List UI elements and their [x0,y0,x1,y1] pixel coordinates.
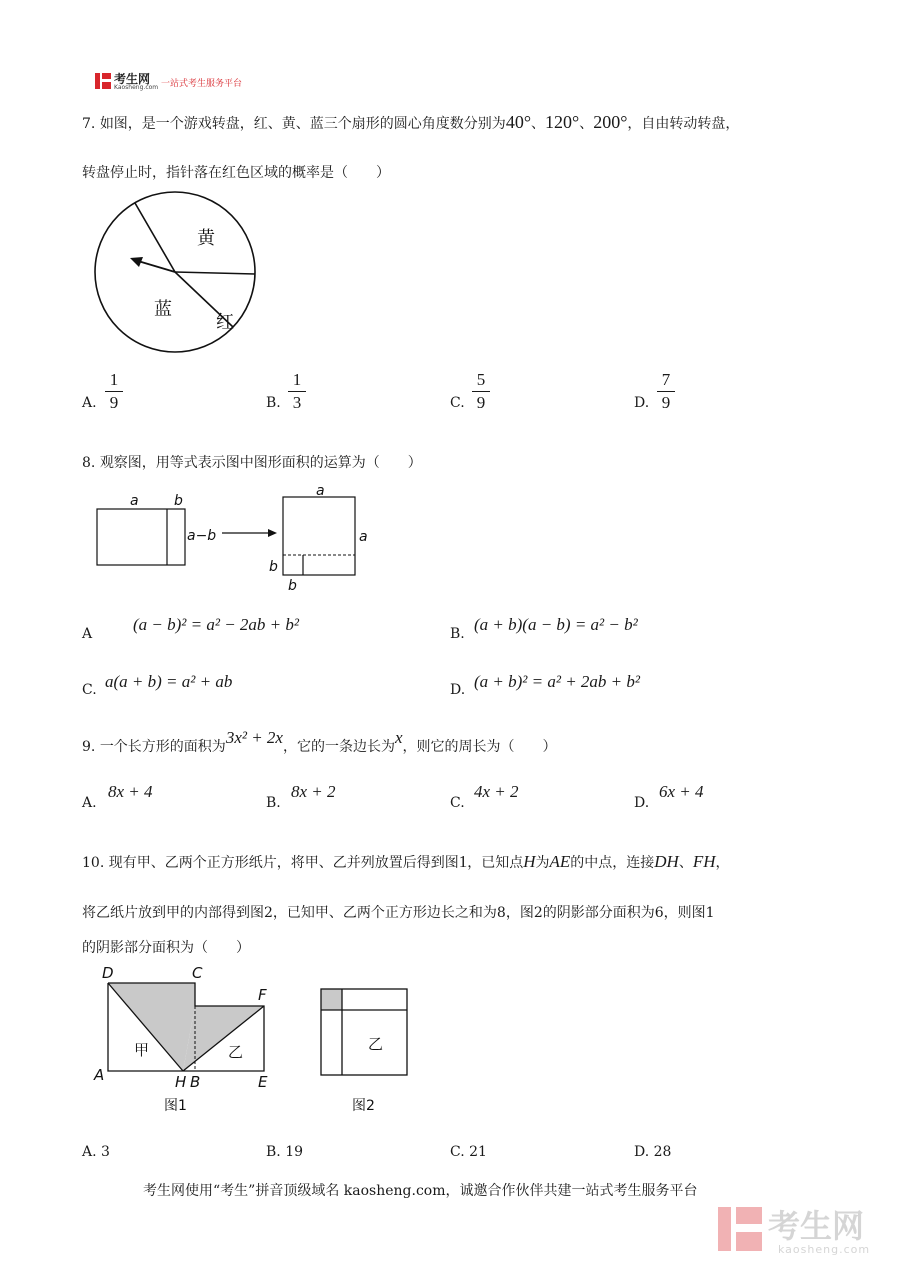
fig2-label-yi: 乙 [368,1035,384,1053]
q7-angle-2: 120° [545,112,580,132]
q10-option-d: D. 28 [634,1144,672,1160]
q8-option-d-label: D. [450,682,466,698]
q8-label-a-top: a [316,483,325,499]
q8-line [82,452,422,472]
watermark-icon [718,1207,762,1251]
fig1-label-jia: 甲 [134,1041,150,1059]
q8-label-b-side: b [269,559,278,575]
q7-text-b: ，自由转动转盘， [627,116,740,132]
q8-option-a-label: A [82,626,93,642]
q9-side-expr: x [394,728,403,747]
q10-option-c: C. 21 [450,1144,487,1160]
q7-option-a-fraction: 1 9 [105,370,123,413]
fig1-label-B: B [190,1073,201,1091]
q7-angle-3: 200° [593,112,628,132]
watermark-logo [718,1203,888,1259]
q10-line1: 10. 现有甲、乙两个正方形纸片，将甲、乙并列放置后得到图1，已知点H为AE的中点，连接DH、FH， [82,852,730,871]
q8-arrow-head [268,529,277,537]
q7-option-b-fraction: 1 3 [288,370,306,413]
q9-text-c: ，则它的周长为（ ） [402,739,557,755]
q9-line [82,728,557,756]
q10-option-a: A. 3 [82,1144,110,1160]
q8-option-a-formula: (a − b)² = a² − 2ab + b² [133,615,299,634]
q9-option-a-expr: 8x + 4 [108,782,153,801]
fig1-label-E: E [258,1073,268,1091]
q8-right-square [283,497,355,575]
logo-text: 考生网 [114,72,151,86]
fig1-caption: 图1 [164,1098,187,1114]
header-logo [95,72,265,94]
q9-area-expr: 3x² + 2x [225,728,283,747]
q7-option-c-label: C. [450,395,465,411]
fig2-shaded-square [321,989,342,1010]
q8-label-b-bottom: b [288,578,297,594]
q8-option-c-label: C. [82,682,97,698]
fig1-label-F: F [258,986,267,1004]
q8-label-a-right: a [359,529,368,545]
q7-option-b-label: B. [266,395,281,411]
q8-left-rect [97,509,185,565]
fig1-label-A: A [94,1066,105,1084]
watermark-text: 考生网 [768,1207,865,1245]
q8-option-b-formula: (a + b)(a − b) = a² − b² [474,615,638,634]
q9-text-b: ，它的一条边长为 [282,739,395,755]
header-slogan: 一站式考生服务平台 [161,79,243,89]
footer-text: 考生网使用“考生”拼音顶级域名 kaosheng.com，诚邀合作伙伴共建一站式考生服务平台 [143,1183,698,1199]
q9-option-c-expr: 4x + 2 [474,782,519,801]
logo-icon [95,73,111,89]
q9-text-a: 一个长方形的面积为 [99,739,226,755]
fig1-label-C: C [192,964,203,982]
q8-number: 8. [82,455,96,471]
q8-right-small-dashed [283,555,303,575]
sector-blue-label: 蓝 [154,299,172,320]
q9-option-c-label: C. [450,795,465,811]
sector-yellow-label: 黄 [197,228,215,249]
q10-line3: 的阴影部分面积为（ ） [82,940,250,956]
logo-sub: Kaosheng.com [114,84,159,91]
q9-option-b-label: B. [266,795,281,811]
q7-option-d-label: D. [634,395,650,411]
q8-option-b-label: B. [450,626,465,642]
spinner-divider-3 [175,272,255,274]
q7-angle-1: 40° [505,112,532,132]
q8-label-a-left: a [130,493,139,509]
q10-number: 10. [82,855,105,871]
q7-option-c-fraction: 5 9 [472,370,490,413]
q10-figure-1 [90,963,280,1118]
q10-figure-2 [315,983,415,1118]
q8-figure [92,482,382,597]
q7-number: 7. [82,116,96,132]
q8-text: 观察图，用等式表示图中图形面积的运算为（ ） [99,455,422,471]
q7-line1: 7. 如图，是一个游戏转盘，红、黄、蓝三个扇形的圆心角度数分别为40°、120°、200°，自由转动转盘， [82,112,740,132]
q7-line2: 转盘停止时，指针落在红色区域的概率是（ ） [82,165,390,181]
q7-spinner-figure [90,188,265,358]
fig1-shaded-left [108,983,195,1071]
q9-option-b-expr: 8x + 2 [291,782,336,801]
q10-line2: 将乙纸片放到甲的内部得到图2，已知甲、乙两个正方形边长之和为8，图2的阴影部分面积为6，则图1 [82,905,715,921]
q7-option-d-fraction: 7 9 [657,370,675,413]
q9-number: 9. [82,739,96,755]
q9-option-a-label: A. [82,795,97,811]
q9-option-d-label: D. [634,795,650,811]
sector-red-label: 红 [216,312,234,333]
fig2-caption: 图2 [352,1098,375,1114]
fig1-label-yi: 乙 [228,1043,244,1061]
q10-option-b: B. 19 [266,1144,304,1160]
q9-option-d-expr: 6x + 4 [659,782,704,801]
fig1-label-D: D [102,964,114,982]
fig1-label-H: H [175,1073,187,1091]
q8-label-b-left: b [174,493,183,509]
q7-text-a: 如图，是一个游戏转盘，红、黄、蓝三个扇形的圆心角度数分别为 [99,116,506,132]
q7-option-a-label: A. [82,395,97,411]
q8-label-amb: a−b [187,528,217,544]
q8-option-d-formula: (a + b)² = a² + 2ab + b² [474,672,640,691]
q8-option-c-formula: a(a + b) = a² + ab [105,672,233,691]
watermark-sub: kaosheng.com [778,1243,871,1256]
